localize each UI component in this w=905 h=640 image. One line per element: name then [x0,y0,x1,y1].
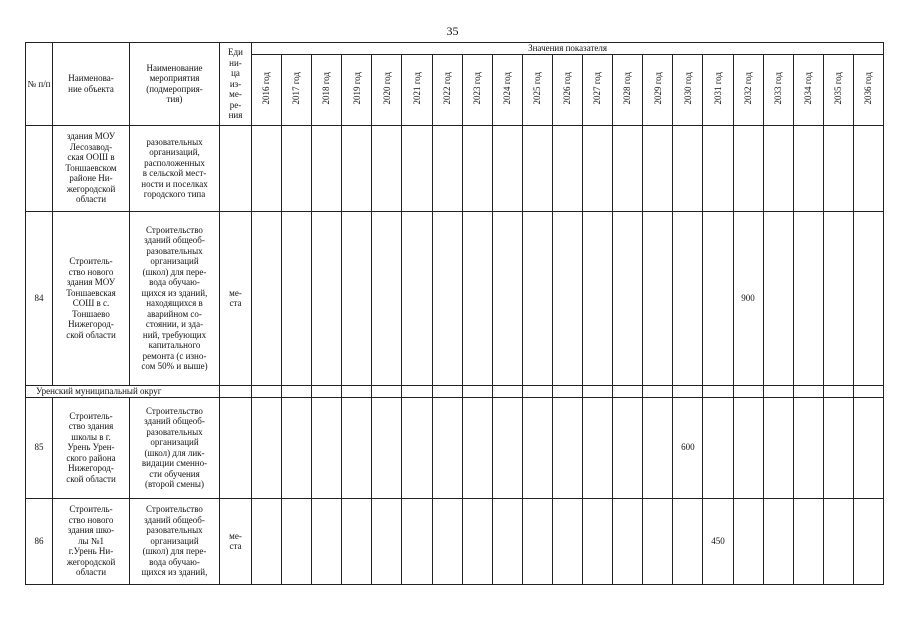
empty-cell [793,211,823,385]
empty-cell [522,397,552,498]
empty-cell [733,125,763,211]
header-year-label: 2033 год [772,71,783,105]
header-year [552,54,582,125]
row-num: 85 [26,397,53,498]
empty-cell [763,211,793,385]
empty-cell [522,385,552,397]
empty-cell [853,125,883,211]
empty-cell [402,385,432,397]
empty-cell [552,397,582,498]
object-name: здания МОУ Лесозавод- ская ООШ в Тоншаевском районе Ни- жегородской области [53,125,130,211]
empty-cell [853,385,883,397]
empty-cell [552,211,582,385]
table-row [26,125,884,211]
empty-cell [703,397,733,498]
header-year-label: 2020 год [381,71,392,105]
empty-cell [643,211,673,385]
empty-cell [763,397,793,498]
header-year [583,54,613,125]
header-year [522,54,552,125]
event-name: Строительство зданий общеоб- разовательных организаций (школ) для лик- видации сменно- сти обучения (второй смены) [130,397,220,498]
header-year-label: 2026 год [562,71,573,105]
empty-cell [793,397,823,498]
unit-cell: ме- ста [220,498,252,584]
header-year-label: 2018 год [321,71,332,105]
empty-cell [673,498,703,584]
empty-cell [522,211,552,385]
region-name: Уренский муниципальный округ [26,385,220,397]
header-year [372,54,402,125]
row-num: 84 [26,211,53,385]
header-year-label: 2030 год [682,71,693,105]
empty-cell [793,498,823,584]
header-year [673,54,703,125]
empty-cell [462,385,492,397]
empty-cell [342,385,372,397]
indicator-table [25,42,884,585]
event-name: Строительство зданий общеоб- разовательных организаций (школ) для пере- вода обучаю- щихся из зданий, находящихся в аварийном со- стоянии, и зда- ний, требующих капитального ремонта (с изно- сом 50% и выше) [130,211,220,385]
empty-cell [613,211,643,385]
empty-cell [432,498,462,584]
event-name: разовательных организаций, расположенных в сельской мест- ности и поселках городского типа [130,125,220,211]
header-event-name: Наименование мероприятия (подмероприя- тия) [130,43,220,126]
empty-cell [282,397,312,498]
empty-cell [823,125,853,211]
empty-cell [402,211,432,385]
empty-cell [733,385,763,397]
header-year-label: 2028 год [622,71,633,105]
header-year [703,54,733,125]
header-year-label: 2023 год [471,71,482,105]
empty-cell [312,498,342,584]
unit-cell [220,125,252,211]
header-year [763,54,793,125]
region-row [26,385,884,397]
empty-cell [372,211,402,385]
empty-cell [492,397,522,498]
header-year-label: 2021 год [411,71,422,105]
empty-cell [282,385,312,397]
empty-cell [312,125,342,211]
header-year [432,54,462,125]
header-year [282,54,312,125]
empty-cell [432,125,462,211]
header-year [312,54,342,125]
empty-cell [793,385,823,397]
empty-cell [402,397,432,498]
empty-cell [312,211,342,385]
table-row [26,498,884,584]
unit-cell [220,397,252,498]
empty-cell [763,498,793,584]
row-num: 86 [26,498,53,584]
empty-cell [220,385,252,397]
empty-cell [462,125,492,211]
header-year-label: 2022 год [441,71,452,105]
empty-cell [613,125,643,211]
header-year-label: 2024 год [502,71,513,105]
empty-cell [492,211,522,385]
empty-cell [583,125,613,211]
empty-cell [462,498,492,584]
header-year [492,54,522,125]
header-object-name: Наименова- ние объекта [53,43,130,126]
empty-cell [703,211,733,385]
header-year-label: 2032 год [742,71,753,105]
empty-cell [402,125,432,211]
empty-cell [643,385,673,397]
empty-cell [823,498,853,584]
header-year-label: 2019 год [351,71,362,105]
empty-cell [673,125,703,211]
empty-cell [492,498,522,584]
header-year [462,54,492,125]
header-year [342,54,372,125]
empty-cell [282,125,312,211]
empty-cell [823,211,853,385]
empty-cell [673,385,703,397]
empty-cell [613,498,643,584]
value-cell: 900 [733,211,763,385]
header-year [402,54,432,125]
empty-cell [372,385,402,397]
empty-cell [673,211,703,385]
header-year [252,54,282,125]
table-body [26,125,884,584]
empty-cell [312,385,342,397]
empty-cell [703,385,733,397]
empty-cell [432,385,462,397]
empty-cell [552,385,582,397]
header-year [733,54,763,125]
empty-cell [252,125,282,211]
header-year-label: 2025 год [532,71,543,105]
empty-cell [342,125,372,211]
object-name: Строитель- ство здания школы в г. Урень Урен- ского района Нижегород- ской области [53,397,130,498]
empty-cell [342,397,372,498]
value-cell: 600 [673,397,703,498]
empty-cell [643,397,673,498]
empty-cell [643,498,673,584]
header-num: № п/п [26,43,53,126]
empty-cell [372,498,402,584]
empty-cell [462,211,492,385]
header-values-group: Значения показателя [252,43,884,55]
header-year [853,54,883,125]
empty-cell [252,385,282,397]
header-year-label: 2035 год [833,71,844,105]
table-row [26,397,884,498]
empty-cell [492,125,522,211]
empty-cell [613,397,643,498]
row-num [26,125,53,211]
empty-cell [853,211,883,385]
empty-cell [552,498,582,584]
empty-cell [522,498,552,584]
empty-cell [552,125,582,211]
header-year-label: 2017 год [291,71,302,105]
empty-cell [793,125,823,211]
object-name: Строитель- ство нового здания МОУ Тоншаевская СОШ в с. Тоншаево Нижегород- ской области [53,211,130,385]
empty-cell [282,498,312,584]
empty-cell [402,498,432,584]
empty-cell [583,397,613,498]
empty-cell [583,385,613,397]
empty-cell [312,397,342,498]
empty-cell [432,211,462,385]
empty-cell [252,397,282,498]
header-year-label: 2034 год [802,71,813,105]
empty-cell [372,125,402,211]
empty-cell [853,498,883,584]
empty-cell [462,397,492,498]
empty-cell [703,125,733,211]
header-year-label: 2027 год [592,71,603,105]
header-year-label: 2031 год [712,71,723,105]
empty-cell [492,385,522,397]
unit-cell: ме- ста [220,211,252,385]
header-year-label: 2029 год [652,71,663,105]
empty-cell [282,211,312,385]
empty-cell [613,385,643,397]
header-unit: Еди ни- ца из- ме- ре- ния [220,43,252,126]
empty-cell [522,125,552,211]
empty-cell [763,385,793,397]
empty-cell [763,125,793,211]
empty-cell [823,397,853,498]
header-year [643,54,673,125]
empty-cell [733,498,763,584]
header-year [793,54,823,125]
empty-cell [643,125,673,211]
page-number: 35 [446,24,459,38]
event-name: Строительство зданий общеоб- разовательных организаций (школ) для пере- вода обучаю- щихся из зданий, [130,498,220,584]
empty-cell [733,397,763,498]
header-year-label: 2016 год [261,71,272,105]
empty-cell [372,397,402,498]
header-year [613,54,643,125]
header-year [823,54,853,125]
empty-cell [583,498,613,584]
empty-cell [342,498,372,584]
table-header [26,43,884,126]
empty-cell [252,498,282,584]
empty-cell [853,397,883,498]
empty-cell [583,211,613,385]
empty-cell [342,211,372,385]
table-row [26,211,884,385]
empty-cell [823,385,853,397]
value-cell: 450 [703,498,733,584]
empty-cell [252,211,282,385]
empty-cell [432,397,462,498]
header-year-label: 2036 год [863,71,874,105]
object-name: Строитель- ство нового здания шко- лы №1 г.Урень Ни- жегородской области [53,498,130,584]
